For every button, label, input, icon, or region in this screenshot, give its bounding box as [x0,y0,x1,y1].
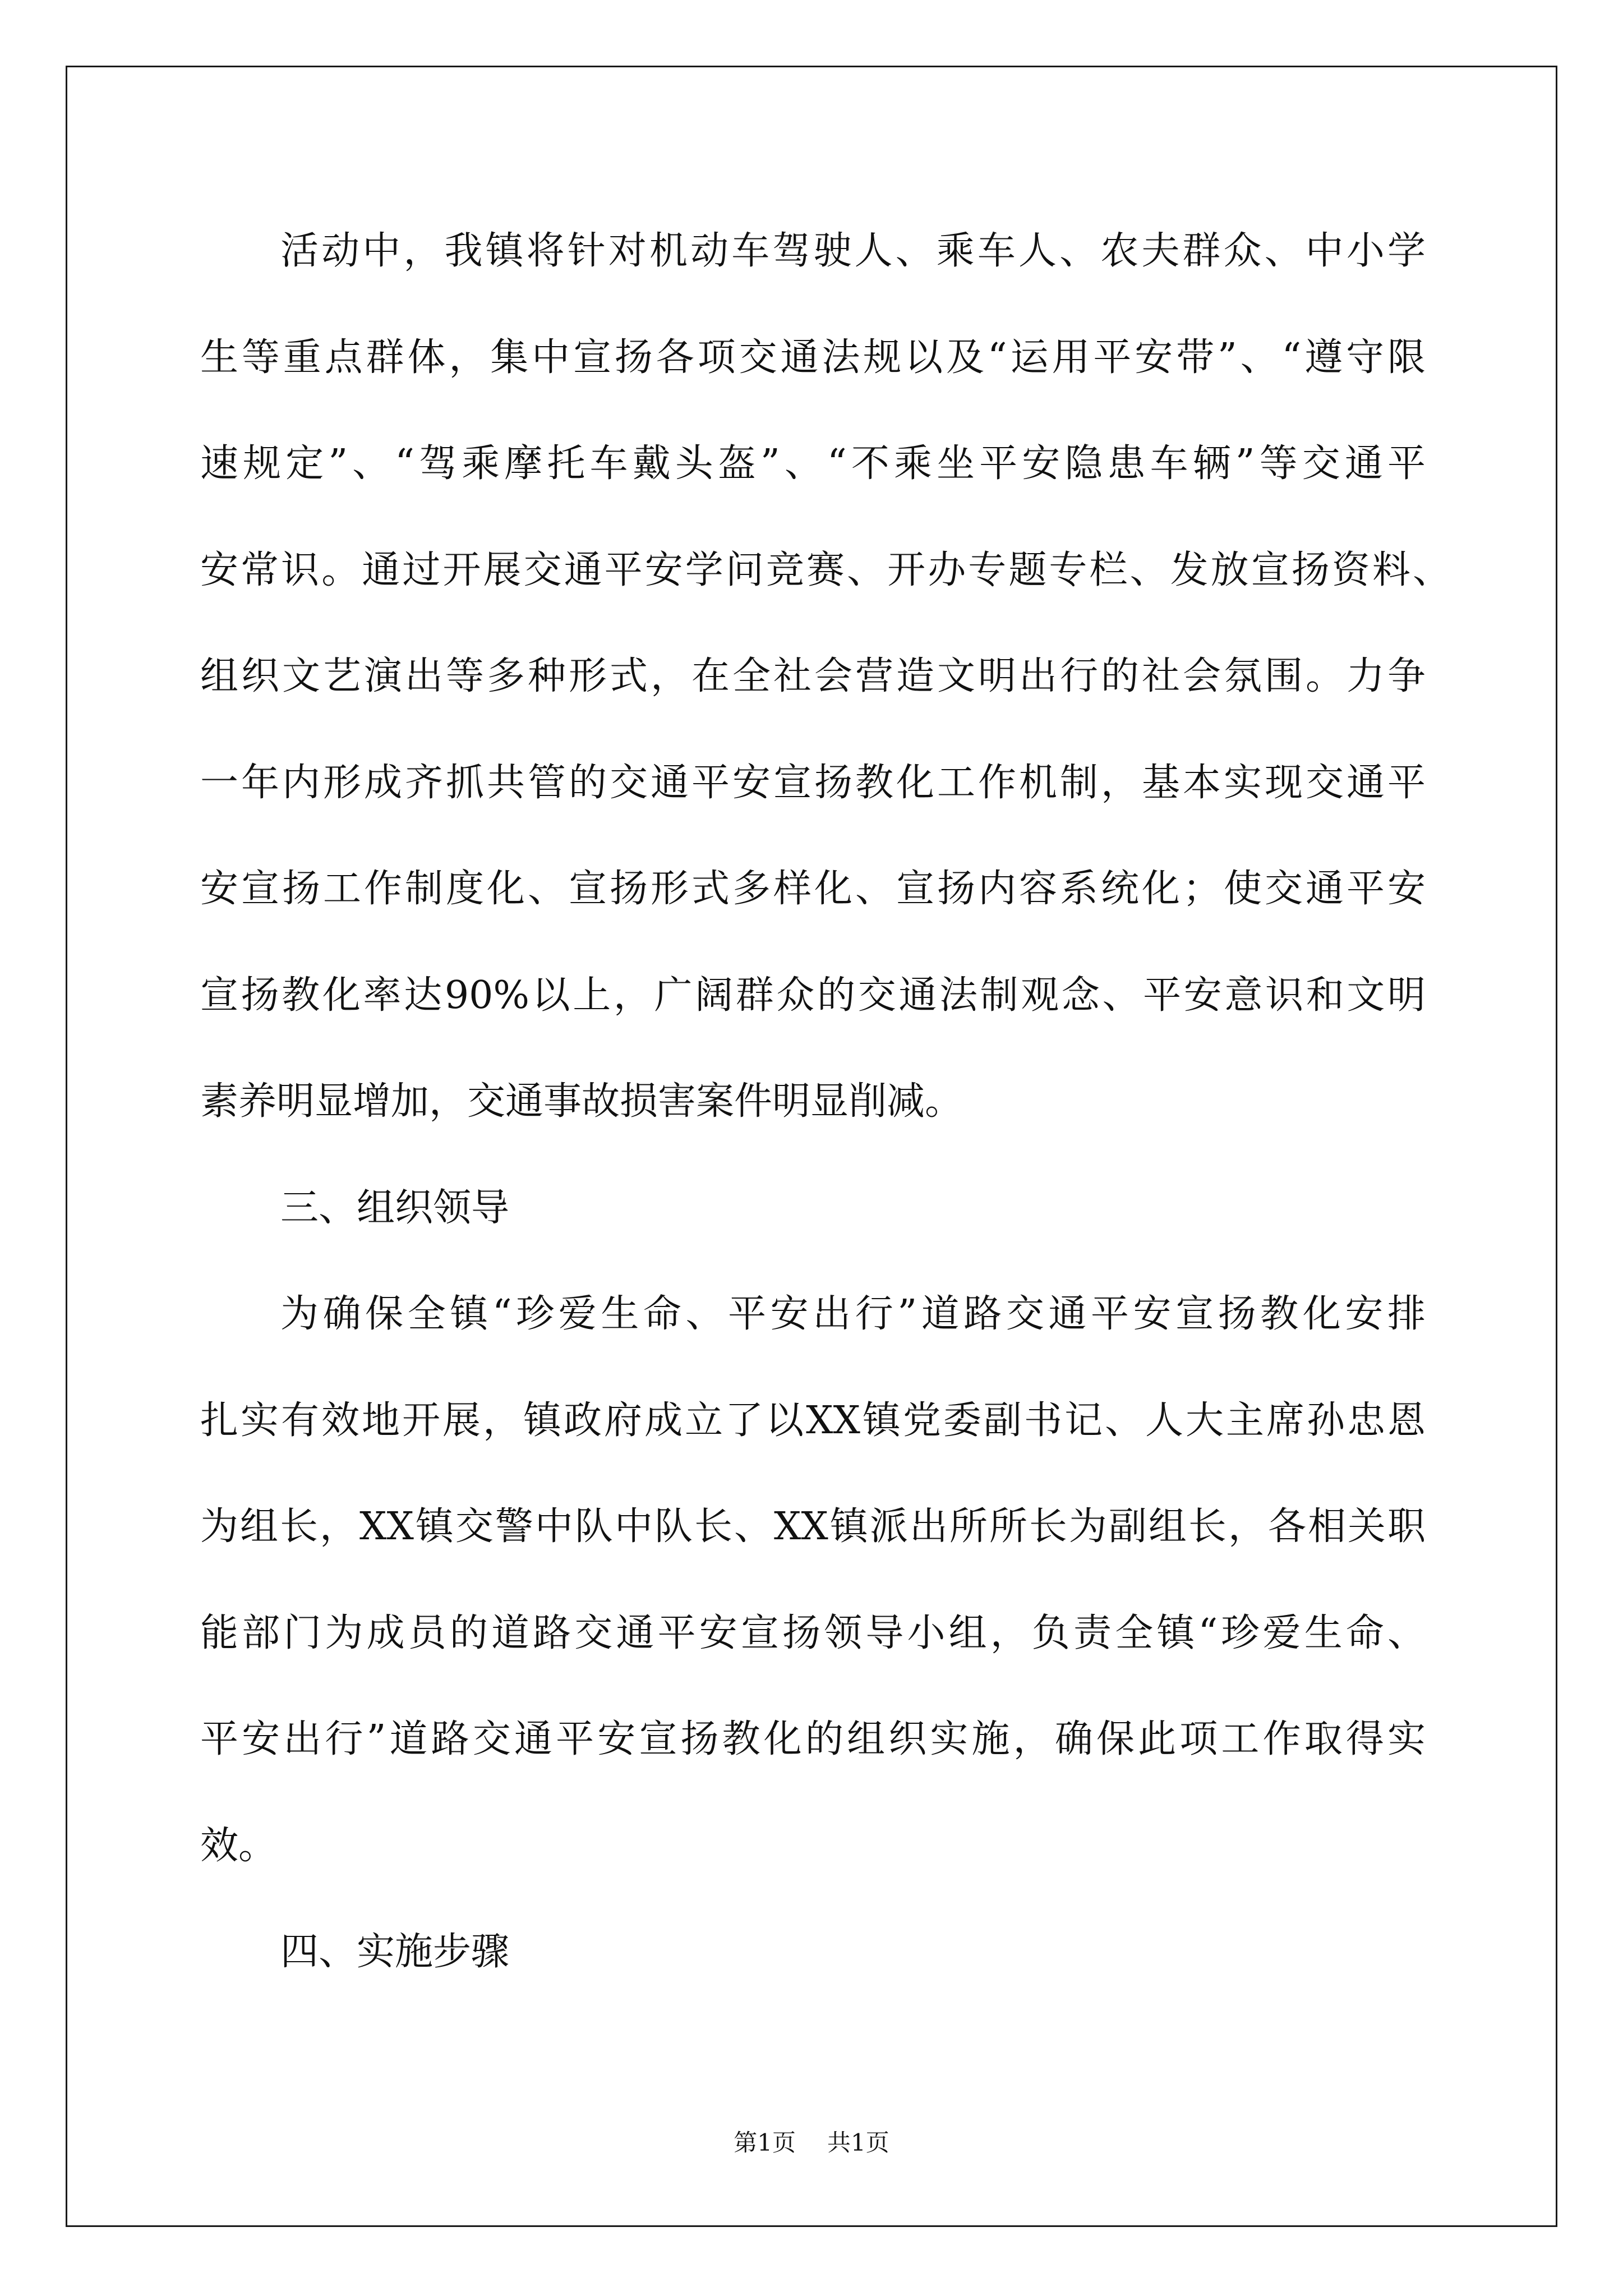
paragraph-line: 安常识。通过开展交通平安学问竞赛、开办专题专栏、发放宣扬资料、 [200,547,1451,592]
paragraph-2 [200,1261,1426,1899]
paragraph-line: 一年内形成齐抓共管的交通平安宣扬教化工作机制，基本实现交通平 [200,760,1426,805]
paragraph-line: 素养明显增加，交通事故损害案件明显削减。 [200,1079,963,1124]
paragraph-line: 平安出行”道路交通平安宣扬教化的组织实施，确保此项工作取得实 [200,1717,1426,1761]
section-heading: 三、组织领导 [280,1185,510,1230]
paragraph-line: 安宣扬工作制度化、宣扬形式多样化、宣扬内容系统化；使交通平安 [200,867,1426,911]
paragraph-line: 效。 [200,1823,277,1868]
paragraph-line: 活动中，我镇将针对机动车驾驶人、乘车人、农夫群众、中小学 [280,229,1426,273]
paragraph-line: 为组长，XX镇交警中队中队长、XX镇派出所所长为副组长，各相关职 [200,1504,1426,1549]
paragraph-line: 宣扬教化率达90%以上，广阔群众的交通法制观念、平安意识和文明 [200,973,1426,1018]
page-footer [0,2126,1623,2160]
current-page-number: 第1页 [734,2129,796,2156]
paragraph-line: 能部门为成员的道路交通平安宣扬领导小组，负责全镇“珍爱生命、 [200,1611,1426,1655]
section-heading: 四、实施步骤 [280,1930,510,1974]
document-body [200,198,1451,2005]
total-page-count: 共1页 [827,2129,889,2156]
paragraph-line: 生等重点群体，集中宣扬各项交通法规以及“运用平安带”、“遵守限 [200,335,1426,380]
paragraph-1 [200,198,1451,1155]
paragraph-line: 组织文艺演出等多种形式，在全社会营造文明出行的社会氛围。力争 [200,654,1426,698]
paragraph-line: 扎实有效地开展，镇政府成立了以XX镇党委副书记、人大主席孙忠恩 [200,1398,1426,1443]
paragraph-line: 速规定”、“驾乘摩托车戴头盔”、“不乘坐平安隐患车辆”等交通平 [200,441,1426,486]
paragraph-line: 为确保全镇“珍爱生命、平安出行”道路交通平安宣扬教化安排 [280,1292,1426,1336]
